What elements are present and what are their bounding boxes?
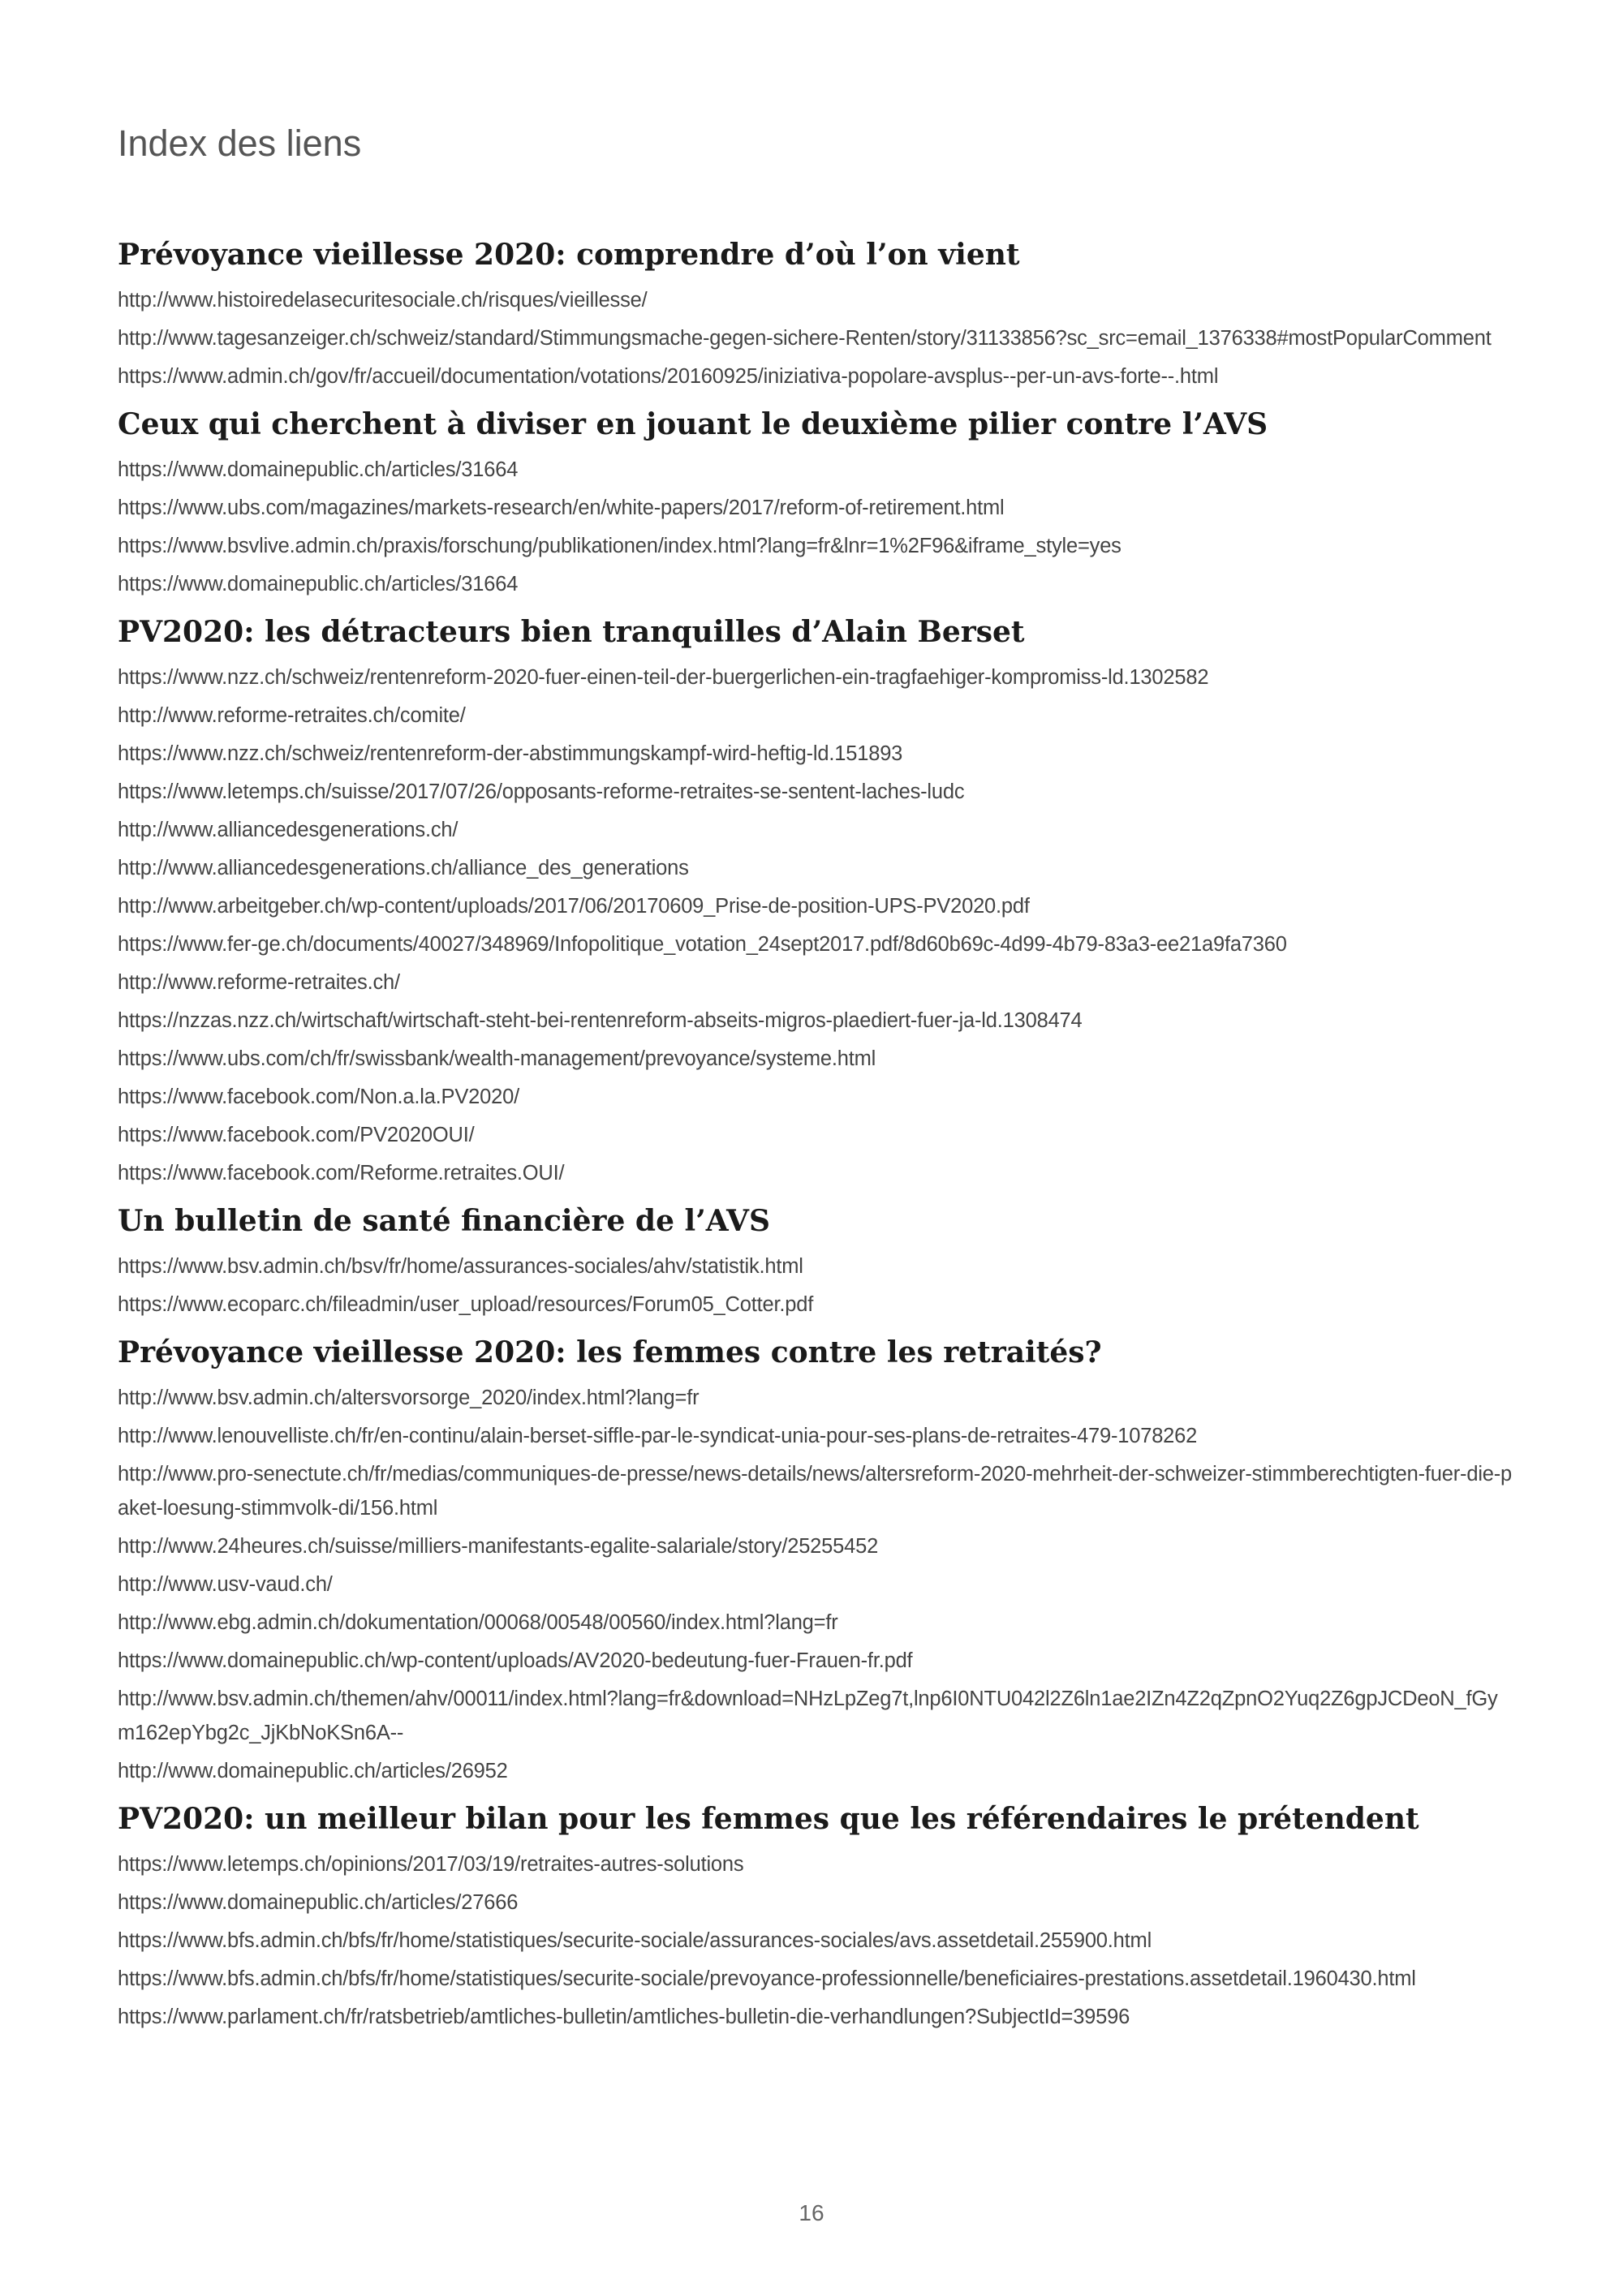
link-url[interactable]: http://www.24heures.ch/suisse/milliers-manifestants-egalite-salariale/story/25255452	[118, 1535, 879, 1558]
link-url[interactable]: https://www.fer-ge.ch/documents/40027/348969/Infopolitique_votation_24sept2017.pdf/8d60b69c-4d99-4b79-83a3-ee21a9fa7360	[118, 933, 1287, 956]
section-title: Un bulletin de santé financière de l’AVS	[118, 1204, 770, 1238]
link-url[interactable]: http://www.reforme-retraites.ch/comite/	[118, 704, 466, 727]
link-url[interactable]: https://www.domainepublic.ch/articles/31664	[118, 458, 519, 481]
link-url[interactable]: https://www.domainepublic.ch/wp-content/uploads/AV2020-bedeutung-fuer-Frauen-fr.pdf	[118, 1649, 913, 1672]
link-url[interactable]: https://www.ecoparc.ch/fileadmin/user_upload/resources/Forum05_Cotter.pdf	[118, 1293, 814, 1316]
link-url[interactable]: https://www.facebook.com/Non.a.la.PV2020/	[118, 1086, 519, 1108]
link-list	[118, 660, 1513, 1190]
link-section	[118, 237, 1513, 393]
link-url[interactable]: https://www.admin.ch/gov/fr/accueil/documentation/votations/20160925/iniziativa-popolare-avsplus--per-un-avs-forte--.html	[118, 365, 1219, 388]
link-url[interactable]: https://www.letemps.ch/opinions/2017/03/19/retraites-autres-solutions	[118, 1853, 744, 1876]
link-section	[118, 1801, 1513, 2034]
link-url[interactable]: http://www.histoiredelasecuritesociale.ch/risques/vieillesse/	[118, 289, 648, 312]
document-page	[118, 122, 1513, 2047]
link-url[interactable]: https://www.bfs.admin.ch/bfs/fr/home/statistiques/securite-sociale/prevoyance-professionnelle/beneficiaires-prestations.assetdetail.1960430.html	[118, 1967, 1416, 1990]
link-url[interactable]: http://www.alliancedesgenerations.ch/alliance_des_generations	[118, 857, 689, 879]
link-url[interactable]: https://www.parlament.ch/fr/ratsbetrieb/amtliches-bulletin/amtliches-bulletin-die-verhandlungen?SubjectId=39596	[118, 2006, 1130, 2028]
link-url[interactable]: https://www.bsv.admin.ch/bsv/fr/home/assurances-sociales/ahv/statistik.html	[118, 1255, 803, 1278]
link-section	[118, 1335, 1513, 1788]
link-url[interactable]: http://www.pro-senectute.ch/fr/medias/communiques-de-presse/news-details/news/altersreform-2020-mehrheit-der-schweizer-stimmberechtigten-fuer-die-paket-loesung-stimmvolk-di/156.html	[118, 1463, 1513, 1520]
section-title: PV2020: les détracteurs bien tranquilles d’Alain Berset	[118, 615, 1025, 649]
link-index	[118, 237, 1513, 2034]
link-url[interactable]: http://www.domainepublic.ch/articles/26952	[118, 1760, 508, 1782]
link-url[interactable]: https://www.facebook.com/Reforme.retraites.OUI/	[118, 1162, 565, 1185]
link-list	[118, 453, 1513, 601]
link-url[interactable]: https://www.bfs.admin.ch/bfs/fr/home/statistiques/securite-sociale/assurances-sociales/avs.assetdetail.255900.html	[118, 1929, 1152, 1952]
link-url[interactable]: http://www.bsv.admin.ch/themen/ahv/00011/index.html?lang=fr&download=NHzLpZeg7t,lnp6I0NTU042l2Z6ln1ae2IZn4Z2qZpnO2Yuq2Z6gpJCDeoN_fGym162epYbg2c_JjKbNoKSn6A--	[118, 1688, 1498, 1744]
link-url[interactable]: https://www.ubs.com/ch/fr/swissbank/wealth-management/prevoyance/systeme.html	[118, 1047, 876, 1070]
link-url[interactable]: https://www.ubs.com/magazines/markets-research/en/white-papers/2017/reform-of-retirement.html	[118, 497, 1005, 519]
section-title: Prévoyance vieillesse 2020: comprendre d’où l’on vient	[118, 238, 1020, 272]
link-section	[118, 1203, 1513, 1322]
section-title: PV2020: un meilleur bilan pour les femmes que les référendaires le prétendent	[118, 1802, 1419, 1836]
link-url[interactable]: https://www.domainepublic.ch/articles/27666	[118, 1891, 519, 1914]
link-url[interactable]: https://nzzas.nzz.ch/wirtschaft/wirtschaft-steht-bei-rentenreform-abseits-migros-plaediert-fuer-ja-ld.1308474	[118, 1009, 1083, 1032]
page-title: Index des liens	[118, 123, 362, 164]
link-list	[118, 283, 1513, 393]
section-title: Ceux qui cherchent à diviser en jouant le deuxième pilier contre l’AVS	[118, 407, 1268, 441]
link-url[interactable]: https://www.domainepublic.ch/articles/31664	[118, 573, 519, 595]
link-url[interactable]: http://www.usv-vaud.ch/	[118, 1573, 333, 1596]
link-url[interactable]: http://www.reforme-retraites.ch/	[118, 971, 400, 994]
link-url[interactable]: https://www.nzz.ch/schweiz/rentenreform-2020-fuer-einen-teil-der-buergerlichen-ein-tragfaehiger-kompromiss-ld.1302582	[118, 666, 1209, 689]
link-section	[118, 614, 1513, 1190]
link-url[interactable]: http://www.bsv.admin.ch/altersvorsorge_2020/index.html?lang=fr	[118, 1387, 700, 1409]
link-url[interactable]: http://www.lenouvelliste.ch/fr/en-continu/alain-berset-siffle-par-le-syndicat-unia-pour-ses-plans-de-retraites-479-1078262	[118, 1425, 1198, 1447]
link-list	[118, 1847, 1513, 2034]
link-url[interactable]: https://www.facebook.com/PV2020OUI/	[118, 1124, 475, 1146]
link-url[interactable]: http://www.alliancedesgenerations.ch/	[118, 819, 458, 841]
link-url[interactable]: https://www.nzz.ch/schweiz/rentenreform-der-abstimmungskampf-wird-heftig-ld.151893	[118, 742, 903, 765]
link-url[interactable]: http://www.arbeitgeber.ch/wp-content/uploads/2017/06/20170609_Prise-de-position-UPS-PV2020.pdf	[118, 895, 1030, 918]
link-list	[118, 1249, 1513, 1322]
link-url[interactable]: https://www.bsvlive.admin.ch/praxis/forschung/publikationen/index.html?lang=fr&lnr=1%2F96&iframe_style=yes	[118, 535, 1121, 557]
link-url[interactable]: https://www.letemps.ch/suisse/2017/07/26/opposants-reforme-retraites-se-sentent-laches-ludc	[118, 780, 965, 803]
link-url[interactable]: http://www.ebg.admin.ch/dokumentation/00068/00548/00560/index.html?lang=fr	[118, 1611, 838, 1634]
section-title: Prévoyance vieillesse 2020: les femmes contre les retraités?	[118, 1335, 1102, 1369]
link-list	[118, 1381, 1513, 1788]
link-section	[118, 406, 1513, 601]
link-url[interactable]: http://www.tagesanzeiger.ch/schweiz/standard/Stimmungsmache-gegen-sichere-Renten/story/31133856?sc_src=email_1376338#mostPopularComment	[118, 327, 1492, 350]
page-number: 16	[799, 2200, 824, 2225]
